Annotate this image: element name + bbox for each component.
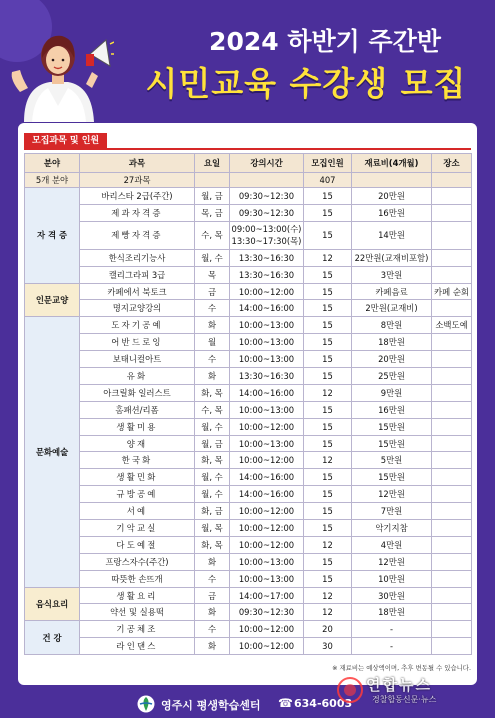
fee-cell: 16만원	[352, 401, 432, 418]
course-name: 카페에서 북토크	[80, 283, 195, 300]
fee-cell: 악기지참	[352, 520, 432, 537]
count-cell: 15	[304, 553, 352, 570]
fee-cell: 5만원	[352, 452, 432, 469]
course-name: 유화	[80, 368, 195, 385]
course-name: 기악교실	[80, 520, 195, 537]
course-name: 한식조리기능사	[80, 249, 195, 266]
count-cell: 15	[304, 570, 352, 587]
time-cell: 13:30~16:30	[230, 266, 304, 283]
place-cell	[432, 401, 472, 418]
place-cell	[432, 604, 472, 621]
section-divider	[24, 148, 471, 150]
course-card	[18, 123, 477, 685]
count-cell: 12	[304, 536, 352, 553]
day-cell: 월, 목	[195, 520, 230, 537]
place-cell	[432, 486, 472, 503]
table-row	[25, 266, 472, 283]
time-cell: 10:00~12:00	[230, 418, 304, 435]
table-row	[25, 520, 472, 537]
course-name: 라인댄스	[80, 638, 195, 655]
count-cell: 15	[304, 317, 352, 334]
course-name: 한국화	[80, 452, 195, 469]
summary-empty	[432, 173, 472, 188]
day-cell: 금	[195, 587, 230, 604]
category-cell: 건 강	[25, 621, 80, 655]
day-cell: 화, 목	[195, 452, 230, 469]
time-cell: 10:00~13:00	[230, 570, 304, 587]
category-cell: 문화예술	[25, 317, 80, 587]
count-cell: 15	[304, 351, 352, 368]
watermark-subtext: 경찰합동신문·뉴스	[372, 695, 437, 704]
place-cell	[432, 351, 472, 368]
time-cell: 10:00~12:00	[230, 283, 304, 300]
place-cell	[432, 249, 472, 266]
day-cell: 월, 수	[195, 418, 230, 435]
count-cell: 15	[304, 503, 352, 520]
count-cell: 12	[304, 587, 352, 604]
table-row	[25, 317, 472, 334]
count-cell: 15	[304, 520, 352, 537]
count-cell: 15	[304, 221, 352, 249]
place-cell	[432, 435, 472, 452]
fee-cell: 25만원	[352, 368, 432, 385]
column-header: 분야	[25, 154, 80, 173]
time-cell: 10:00~12:00	[230, 452, 304, 469]
fee-cell: -	[352, 621, 432, 638]
day-cell: 목, 금	[195, 204, 230, 221]
place-cell	[432, 300, 472, 317]
table-row	[25, 368, 472, 385]
organization-name: 영주시 평생학습센터	[161, 699, 261, 712]
table-row	[25, 435, 472, 452]
place-cell	[432, 384, 472, 401]
day-cell: 수	[195, 300, 230, 317]
day-cell: 수	[195, 351, 230, 368]
fee-cell: 10만원	[352, 570, 432, 587]
fee-cell: 3만원	[352, 266, 432, 283]
count-cell: 12	[304, 249, 352, 266]
day-cell: 금	[195, 283, 230, 300]
place-cell	[432, 553, 472, 570]
day-cell: 목	[195, 266, 230, 283]
title-line-2: 시민교육 수강생 모집	[145, 64, 467, 103]
day-cell: 월, 수	[195, 486, 230, 503]
category-cell: 음식요리	[25, 587, 80, 621]
course-name: 명지교양강의	[80, 300, 195, 317]
time-cell: 10:00~13:00	[230, 553, 304, 570]
table-row	[25, 469, 472, 486]
table-row	[25, 401, 472, 418]
table-row	[25, 486, 472, 503]
day-cell: 화, 목	[195, 384, 230, 401]
count-cell: 15	[304, 401, 352, 418]
table-header-row	[25, 154, 472, 173]
category-cell: 인문교양	[25, 283, 80, 317]
day-cell: 수	[195, 570, 230, 587]
count-cell: 15	[304, 266, 352, 283]
day-cell: 수, 목	[195, 401, 230, 418]
place-cell	[432, 503, 472, 520]
table-row	[25, 587, 472, 604]
time-cell: 14:00~16:00	[230, 469, 304, 486]
fee-cell: 20만원	[352, 351, 432, 368]
count-cell: 15	[304, 368, 352, 385]
count-cell: 12	[304, 604, 352, 621]
table-row	[25, 351, 472, 368]
day-cell: 월, 수	[195, 249, 230, 266]
time-cell: 10:00~12:00	[230, 536, 304, 553]
center-logo-icon	[137, 695, 155, 713]
time-cell: 14:00~16:00	[230, 486, 304, 503]
table-row	[25, 334, 472, 351]
column-header: 요일	[195, 154, 230, 173]
time-cell: 10:00~13:00	[230, 334, 304, 351]
time-cell: 10:00~12:00	[230, 520, 304, 537]
title-line-1: 2024 하반기 주간반	[209, 27, 441, 56]
fee-cell: 18만원	[352, 604, 432, 621]
time-cell: 10:00~13:00	[230, 351, 304, 368]
course-name: 양재	[80, 435, 195, 452]
place-cell	[432, 334, 472, 351]
day-cell: 화	[195, 368, 230, 385]
place-cell	[432, 570, 472, 587]
course-name: 제과자격증	[80, 204, 195, 221]
time-cell: 13:30~16:30	[230, 368, 304, 385]
place-cell	[432, 221, 472, 249]
table-row	[25, 638, 472, 655]
day-cell: 수	[195, 621, 230, 638]
column-header: 장소	[432, 154, 472, 173]
time-cell: 09:30~12:30	[230, 204, 304, 221]
summary-row	[25, 173, 472, 188]
table-row	[25, 283, 472, 300]
column-header: 재료비(4개월)	[352, 154, 432, 173]
fee-cell: 9만원	[352, 384, 432, 401]
count-cell: 15	[304, 283, 352, 300]
day-cell: 화, 목	[195, 536, 230, 553]
place-cell	[432, 520, 472, 537]
fee-cell: 7만원	[352, 503, 432, 520]
place-cell: 소백도예	[432, 317, 472, 334]
course-name: 서예	[80, 503, 195, 520]
summary-empty	[352, 173, 432, 188]
header	[0, 0, 495, 122]
count-cell: 15	[304, 486, 352, 503]
fee-cell: 4만원	[352, 536, 432, 553]
day-cell: 월, 금	[195, 188, 230, 205]
fee-cell: 15만원	[352, 469, 432, 486]
place-cell	[432, 204, 472, 221]
fee-cell: 2만원(교재비)	[352, 300, 432, 317]
course-table	[24, 153, 472, 655]
count-cell: 15	[304, 418, 352, 435]
phone-icon: ☎	[278, 696, 293, 710]
summary-empty	[195, 173, 230, 188]
course-name: 기공체조	[80, 621, 195, 638]
course-name: 보태니컬아트	[80, 351, 195, 368]
count-cell: 15	[304, 334, 352, 351]
time-cell: 10:00~12:00	[230, 621, 304, 638]
count-cell: 30	[304, 638, 352, 655]
table-row	[25, 249, 472, 266]
fee-cell: 12만원	[352, 486, 432, 503]
place-cell	[432, 638, 472, 655]
woman-with-megaphone-illustration	[6, 14, 114, 122]
course-name: 제빵자격증	[80, 221, 195, 249]
course-name: 규방공예	[80, 486, 195, 503]
fee-cell: 14만원	[352, 221, 432, 249]
day-cell: 월, 수	[195, 469, 230, 486]
place-cell	[432, 418, 472, 435]
time-cell: 14:00~16:00	[230, 384, 304, 401]
table-row	[25, 204, 472, 221]
fee-cell: 15만원	[352, 418, 432, 435]
time-cell: 09:30~12:30	[230, 604, 304, 621]
time-cell: 10:00~13:00	[230, 435, 304, 452]
fee-cell: 카페음료	[352, 283, 432, 300]
course-name: 생활민화	[80, 469, 195, 486]
table-row	[25, 621, 472, 638]
day-cell: 화	[195, 638, 230, 655]
time-cell: 10:00~12:00	[230, 503, 304, 520]
table-row	[25, 452, 472, 469]
time-cell: 10:00~13:00	[230, 317, 304, 334]
fee-cell: 22만원(교재비포함)	[352, 249, 432, 266]
course-name: 다도예절	[80, 536, 195, 553]
day-cell: 월	[195, 334, 230, 351]
summary-field: 5개 분야	[25, 173, 80, 188]
place-cell	[432, 452, 472, 469]
day-cell: 화	[195, 317, 230, 334]
table-row	[25, 503, 472, 520]
time-cell: 10:00~12:00	[230, 638, 304, 655]
course-name: 바리스타 2급(주간)	[80, 188, 195, 205]
course-name: 약선 및 실용떡	[80, 604, 195, 621]
course-name: 생활미용	[80, 418, 195, 435]
day-cell: 화	[195, 553, 230, 570]
fee-cell: 18만원	[352, 334, 432, 351]
place-cell	[432, 266, 472, 283]
fee-cell: -	[352, 638, 432, 655]
news-agency-logo-icon	[336, 676, 364, 704]
table-row	[25, 221, 472, 249]
phone-number: 634-6003	[294, 697, 353, 710]
table-row	[25, 536, 472, 553]
table-row	[25, 384, 472, 401]
place-cell	[432, 469, 472, 486]
course-name: 캘리그라피 3급	[80, 266, 195, 283]
time-cell: 09:30~12:30	[230, 188, 304, 205]
count-cell: 15	[304, 435, 352, 452]
course-name: 어반드로잉	[80, 334, 195, 351]
news-watermark	[336, 672, 486, 712]
count-cell: 15	[304, 469, 352, 486]
time-cell: 14:00~16:00	[230, 300, 304, 317]
course-name: 홈패션/리폼	[80, 401, 195, 418]
time-cell: 09:00~13:00(수) 13:30~17:30(목)	[230, 221, 304, 249]
fee-cell: 12만원	[352, 553, 432, 570]
place-cell	[432, 188, 472, 205]
summary-empty	[230, 173, 304, 188]
day-cell: 수, 목	[195, 221, 230, 249]
course-name: 따뜻한 손뜨개	[80, 570, 195, 587]
table-row	[25, 300, 472, 317]
course-name: 아크릴화 일러스트	[80, 384, 195, 401]
count-cell: 12	[304, 452, 352, 469]
count-cell: 15	[304, 300, 352, 317]
time-cell: 10:00~13:00	[230, 401, 304, 418]
day-cell: 화, 금	[195, 503, 230, 520]
count-cell: 15	[304, 204, 352, 221]
category-cell: 자 격 증	[25, 188, 80, 284]
table-row	[25, 188, 472, 205]
fee-cell: 30만원	[352, 587, 432, 604]
table-row	[25, 570, 472, 587]
count-cell: 12	[304, 384, 352, 401]
summary-total: 407	[304, 173, 352, 188]
section-tag: 모집과목 및 인원	[24, 133, 107, 149]
table-row	[25, 553, 472, 570]
fee-cell: 16만원	[352, 204, 432, 221]
summary-courses: 27과목	[80, 173, 195, 188]
fee-note: ※ 재료비는 예상액이며, 추후 변동될 수 있습니다.	[332, 664, 471, 672]
course-name: 프랑스자수(주간)	[80, 553, 195, 570]
column-header: 강의시간	[230, 154, 304, 173]
place-cell	[432, 621, 472, 638]
course-name: 도자기공예	[80, 317, 195, 334]
column-header: 모집인원	[304, 154, 352, 173]
fee-cell: 8만원	[352, 317, 432, 334]
table-row	[25, 418, 472, 435]
time-cell: 14:00~17:00	[230, 587, 304, 604]
place-cell	[432, 587, 472, 604]
course-name: 생활요리	[80, 587, 195, 604]
place-cell	[432, 536, 472, 553]
fee-cell: 20만원	[352, 188, 432, 205]
column-header: 과목	[80, 154, 195, 173]
day-cell: 월, 금	[195, 435, 230, 452]
time-cell: 13:30~16:30	[230, 249, 304, 266]
count-cell: 15	[304, 188, 352, 205]
table-row	[25, 604, 472, 621]
day-cell: 화	[195, 604, 230, 621]
place-cell	[432, 368, 472, 385]
place-cell: 카페 순회	[432, 283, 472, 300]
watermark-text: 연합뉴스	[366, 676, 432, 694]
count-cell: 20	[304, 621, 352, 638]
fee-cell: 15만원	[352, 435, 432, 452]
